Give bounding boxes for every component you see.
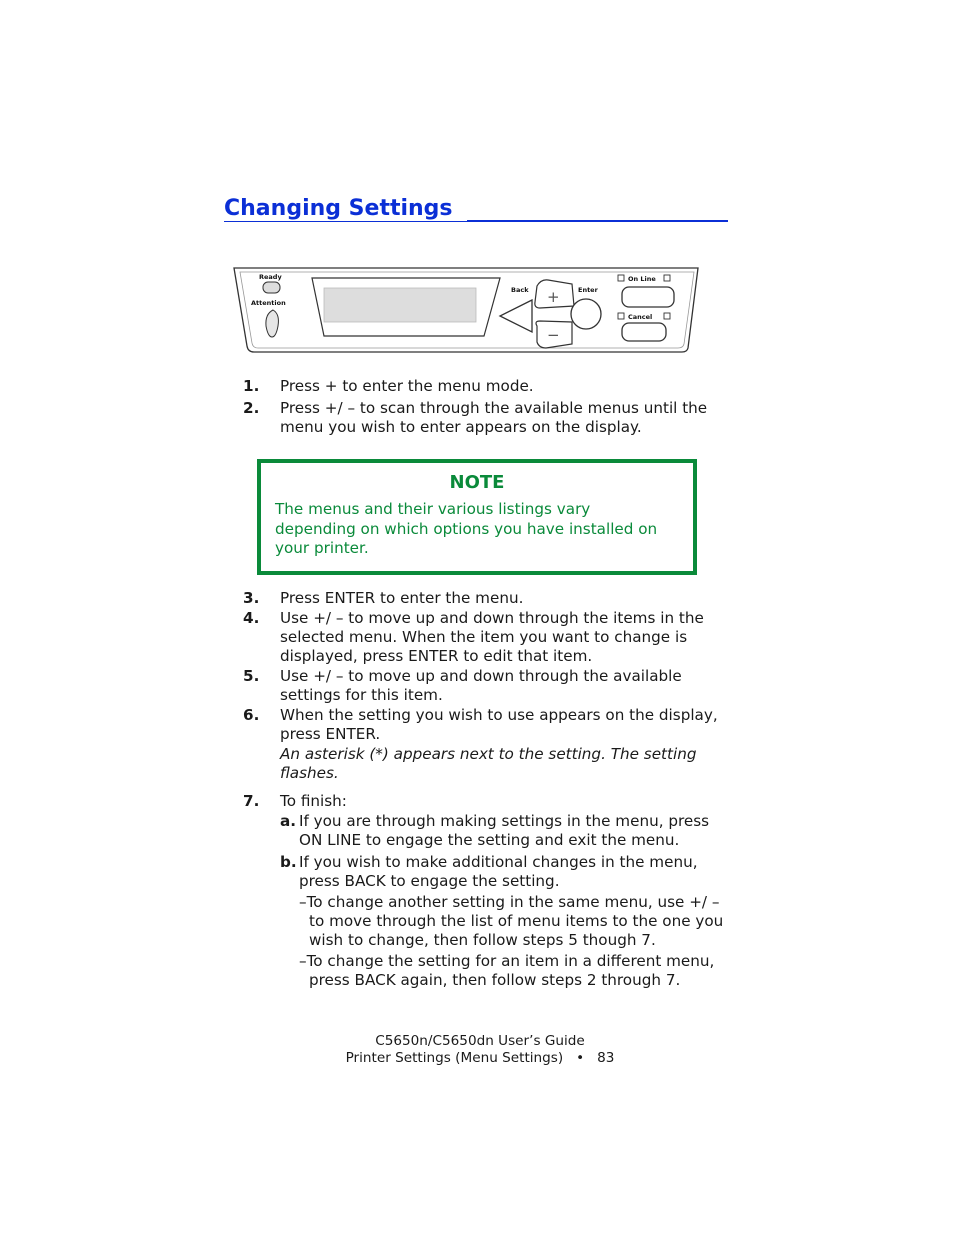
step-text: When the setting you wish to use appears on the display, press ENTER.	[280, 706, 718, 743]
section-heading	[224, 196, 728, 228]
step-text: Use +/ – to move up and down through the items in the selected menu. When the item you want to change is displayed, press ENTER to edit that item.	[280, 609, 704, 665]
step-text: Press + to enter the menu mode.	[280, 377, 534, 395]
enter-button	[571, 299, 601, 329]
minus-icon: −	[547, 326, 560, 344]
online-indicator-left	[618, 275, 624, 281]
lcd-display	[324, 288, 476, 322]
cancel-indicator-left	[618, 313, 624, 319]
back-label: Back	[511, 286, 529, 294]
step-text: Use +/ – to move up and down through the available settings for this item.	[280, 667, 682, 704]
substep-letter: a.	[280, 812, 297, 830]
ready-indicator	[263, 282, 280, 293]
cancel-button	[622, 323, 666, 341]
dash-text: –To change the setting for an item in a different menu, press BACK again, then follow steps 2 through 7.	[299, 952, 715, 989]
step-number: 3.	[243, 589, 260, 607]
online-button	[622, 287, 674, 307]
substep-text: If you are through making settings in the menu, press ON LINE to engage the setting and exit the menu.	[299, 812, 710, 849]
note-text: The menus and their various listings vary depending on which options you have installed on your printer.	[275, 500, 658, 557]
footer-section-page: Printer Settings (Menu Settings) • 83	[345, 1050, 615, 1066]
note-heading: NOTE	[449, 472, 505, 493]
page-title: Changing Settings	[224, 196, 467, 221]
dash-item	[299, 893, 729, 950]
attention-indicator	[266, 310, 279, 337]
cancel-label: Cancel	[628, 313, 653, 321]
note-box	[257, 459, 697, 575]
step-text: Press +/ – to scan through the available menus until the menu you wish to enter appears on the display.	[280, 399, 708, 436]
step-text: To finish:	[280, 792, 347, 810]
step-result-note: An asterisk (*) appears next to the setting. The setting flashes.	[280, 745, 697, 782]
step-number: 6.	[243, 706, 260, 724]
substep-letter: b.	[280, 853, 297, 871]
step-number: 2.	[243, 399, 260, 417]
online-label: On Line	[628, 275, 656, 283]
plus-icon: +	[547, 288, 560, 306]
footer-guide-title: C5650n/C5650dn User’s Guide	[375, 1033, 585, 1049]
step-number: 5.	[243, 667, 260, 685]
step-number: 4.	[243, 609, 260, 627]
dash-item	[299, 952, 729, 990]
printer-control-panel-illustration	[232, 264, 702, 356]
attention-label: Attention	[251, 299, 286, 307]
enter-label: Enter	[578, 286, 598, 294]
step-number: 1.	[243, 377, 260, 395]
dash-text: –To change another setting in the same menu, use +/ – to move through the list of menu items to the one you wish to change, then follow steps 5 though 7.	[299, 893, 724, 949]
step-text: Press ENTER to enter the menu.	[280, 589, 524, 607]
step-number: 7.	[243, 792, 260, 810]
cancel-indicator-right	[664, 313, 670, 319]
ready-label: Ready	[259, 273, 282, 281]
substep-text: If you wish to make additional changes in the menu, press BACK to engage the setting.	[299, 853, 698, 890]
online-indicator-right	[664, 275, 670, 281]
